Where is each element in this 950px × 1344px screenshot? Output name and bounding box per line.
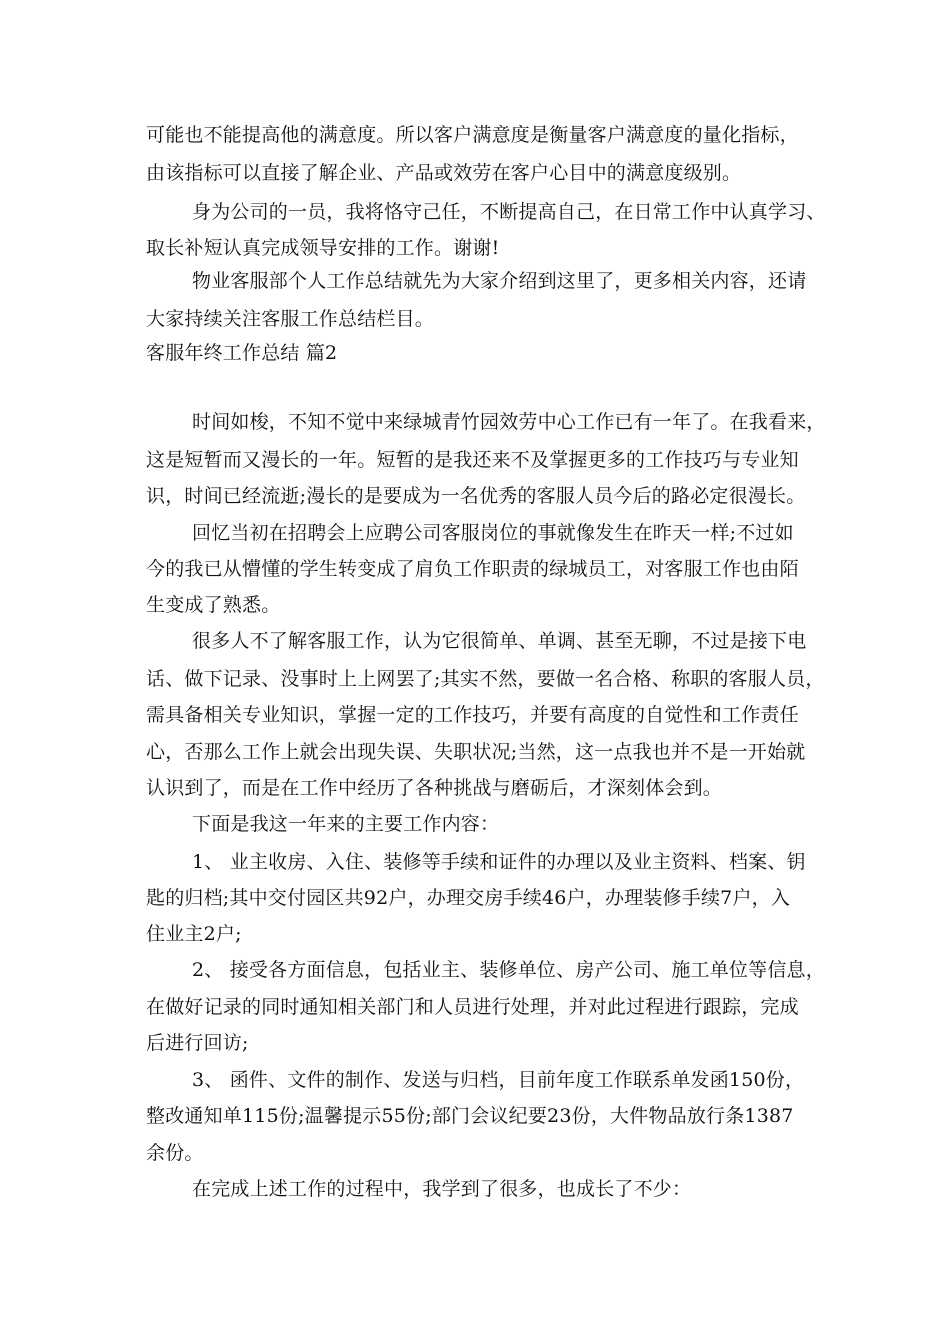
text-line: 生变成了熟悉。 bbox=[146, 594, 281, 616]
text-line: 需具备相关专业知识，掌握一定的工作技巧，并要有高度的自觉性和工作责任 bbox=[146, 704, 799, 726]
text-line: 可能也不能提高他的满意度。所以客户满意度是衡量客户满意度的量化指标， bbox=[146, 124, 799, 146]
text-line: 识，时间已经流逝;漫长的是要成为一名优秀的客服人员今后的路必定很漫长。 bbox=[146, 485, 806, 507]
text-line: 今的我已从懵懂的学生转变成了肩负工作职责的绿城员工，对客服工作也由陌 bbox=[146, 558, 799, 580]
text-line: 取长补短认真完成领导安排的工作。谢谢! bbox=[146, 237, 500, 259]
paragraph-first-line: 物业客服部个人工作总结就先为大家介绍到这里了，更多相关内容，还请 bbox=[192, 270, 807, 292]
text-line: 心，否那么工作上就会出现失误、失职状况;当然，这一点我也并不是一开始就 bbox=[146, 741, 806, 763]
text-line: 余份。 bbox=[146, 1142, 204, 1164]
list-item-2: 2、 接受各方面信息，包括业主、装修单位、房产公司、施工单位等信息， bbox=[192, 959, 825, 981]
text-line: 这是短暂而又漫长的一年。短暂的是我还来不及掌握更多的工作技巧与专业知 bbox=[146, 449, 799, 471]
text-line: 话、做下记录、没事时上上网罢了;其实不然，要做一名合格、称职的客服人员， bbox=[146, 668, 825, 690]
paragraph-first-line: 时间如梭，不知不觉中来绿城青竹园效劳中心工作已有一年了。在我看来， bbox=[192, 411, 826, 433]
text-line: 后进行回访; bbox=[146, 1032, 249, 1054]
text-line: 由该指标可以直接了解企业、产品或效劳在客户心目中的满意度级别。 bbox=[146, 162, 742, 184]
text-line: 大家持续关注客服工作总结栏目。 bbox=[146, 308, 435, 330]
paragraph-first-line: 回忆当初在招聘会上应聘公司客服岗位的事就像发生在昨天一样;不过如 bbox=[192, 522, 794, 544]
paragraph-first-line: 下面是我这一年来的主要工作内容： bbox=[192, 813, 500, 835]
text-line: 匙的归档;其中交付园区共92户，办理交房手续46户，办理装修手续7户，入 bbox=[146, 887, 791, 909]
list-item-3: 3、 函件、文件的制作、发送与归档，目前年度工作联系单发函150份， bbox=[192, 1069, 805, 1091]
text-line: 整改通知单115份;温馨提示55份;部门会议纪要23份，大件物品放行条1387 bbox=[146, 1105, 794, 1127]
text-line: 在做好记录的同时通知相关部门和人员进行处理，并对此过程进行跟踪，完成 bbox=[146, 996, 799, 1018]
list-item-1: 1、 业主收房、入住、装修等手续和证件的办理以及业主资料、档案、钥 bbox=[192, 851, 806, 873]
text-line: 住业主2户; bbox=[146, 923, 242, 945]
paragraph-first-line: 身为公司的一员，我将恪守己任，不断提高自己，在日常工作中认真学习、 bbox=[192, 201, 826, 223]
paragraph-first-line: 在完成上述工作的过程中，我学到了很多，也成长了不少： bbox=[192, 1178, 692, 1200]
section-heading: 客服年终工作总结 篇2 bbox=[146, 342, 338, 364]
text-line: 认识到了，而是在工作中经历了各种挑战与磨砺后，才深刻体会到。 bbox=[146, 777, 723, 799]
paragraph-first-line: 很多人不了解客服工作，认为它很简单、单调、甚至无聊，不过是接下电 bbox=[192, 630, 807, 652]
